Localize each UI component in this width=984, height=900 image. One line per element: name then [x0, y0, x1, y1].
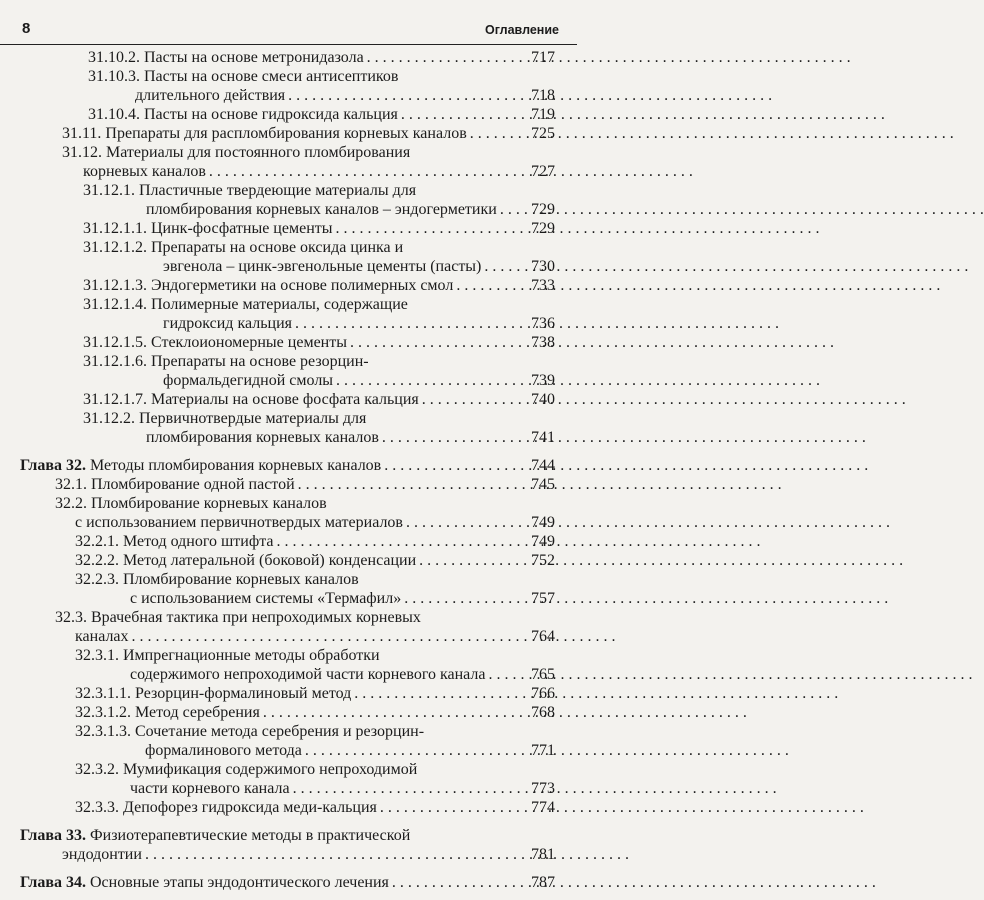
toc-entry[interactable]	[0, 551, 555, 570]
dot-leader	[467, 124, 527, 143]
page-ref: 736	[531, 315, 555, 332]
entry-title: 31.12.1.2. Препараты на основе оксида цинка и	[83, 239, 404, 256]
toc-entry[interactable]	[0, 703, 555, 722]
entry-title: 31.10.4. Пасты на основе гидроксида кальция	[88, 106, 398, 123]
toc-entry[interactable]	[0, 276, 555, 295]
page-ref: 766	[531, 685, 555, 702]
toc-entry[interactable]	[0, 352, 555, 390]
entry-title: 31.12.1.3. Эндогерметики на основе полимерных смол	[83, 277, 454, 294]
toc-entry[interactable]	[0, 475, 555, 494]
page-ref: 757	[531, 590, 555, 607]
toc-entry[interactable]	[0, 48, 555, 67]
dot-leader	[398, 105, 527, 124]
dot-leader	[142, 845, 527, 864]
dot-leader	[481, 257, 527, 276]
entry-title: 31.12.1. Пластичные твердеющие материалы для	[83, 182, 417, 199]
entry-title: Основные этапы эндодонтического лечения	[86, 874, 389, 891]
entry-title: 31.12.1.6. Препараты на основе резорцин-	[83, 353, 369, 370]
page-ref: 733	[531, 277, 555, 294]
toc-entry[interactable]	[0, 105, 555, 124]
chapter-label: Глава 34.	[20, 874, 86, 891]
page-ref: 744	[531, 457, 555, 474]
entry-title: 32.3.1.3. Сочетание метода серебрения и резорцин-	[75, 723, 425, 740]
chapter-gap	[0, 817, 577, 826]
dot-leader	[401, 589, 527, 608]
toc-entry[interactable]	[0, 570, 555, 608]
dot-leader	[497, 200, 527, 219]
dot-leader	[351, 684, 527, 703]
dot-leader	[419, 390, 527, 409]
dot-leader	[453, 276, 527, 295]
toc-entry[interactable]	[0, 684, 555, 703]
entry-title: 32.3.1.1. Резорцин-формалиновый метод	[75, 685, 352, 702]
entry-title-continuation: длительного действия	[135, 87, 286, 104]
toc-entry[interactable]	[0, 124, 555, 143]
entry-title: 32.1. Пломбирование одной пастой	[55, 476, 295, 493]
entry-title: 32.2.1. Метод одного штифта	[75, 533, 274, 550]
entry-title: 31.10.3. Пасты на основе смеси антисептиков	[88, 68, 399, 85]
entry-title: 31.12.1.1. Цинк-фосфатные цементы	[83, 220, 333, 237]
entry-title: 32.3.1.2. Метод серебрения	[75, 704, 260, 721]
entry-title: 31.12.1.7. Материалы на основе фосфата кальция	[83, 391, 419, 408]
page-ref: 745	[531, 476, 555, 493]
entry-title-continuation: каналах	[75, 628, 129, 645]
toc-entry[interactable]	[0, 238, 555, 276]
toc-entry[interactable]	[0, 333, 555, 352]
entry-title-continuation: формальдегидной смолы	[163, 372, 334, 389]
dot-leader	[260, 703, 527, 722]
dot-leader	[285, 86, 527, 105]
toc-chapter-entry[interactable]	[0, 873, 555, 892]
dot-leader	[403, 513, 527, 532]
toc-entry[interactable]	[0, 219, 555, 238]
chapter-gap	[0, 447, 577, 456]
page-ref: 718	[531, 87, 555, 104]
entry-title: 31.12.1.4. Полимерные материалы, содержащие	[83, 296, 408, 313]
toc-entry[interactable]	[0, 722, 555, 760]
dot-leader	[295, 475, 527, 494]
dot-leader	[333, 371, 527, 390]
entry-title-continuation: формалинового метода	[145, 742, 302, 759]
entry-title: 31.11. Препараты для распломбирования корневых каналов	[62, 125, 467, 142]
page-ref: 781	[531, 846, 555, 863]
entry-title-continuation: пломбирования корневых каналов	[146, 429, 379, 446]
page-ref: 717	[531, 49, 555, 66]
page-ref: 787	[531, 874, 555, 891]
entry-title-continuation: с использованием первичнотвердых материалов	[75, 514, 403, 531]
page-ref: 730	[531, 258, 555, 275]
page-ref: 740	[531, 391, 555, 408]
page-ref: 729	[531, 220, 555, 237]
toc-entry[interactable]	[0, 181, 555, 219]
page-ref: 752	[531, 552, 555, 569]
entry-title: 32.2.2. Метод латеральной (боковой) конденсации	[75, 552, 417, 569]
page-ref: 773	[531, 780, 555, 797]
dot-leader	[364, 48, 527, 67]
dot-leader	[347, 333, 527, 352]
dot-leader	[381, 456, 527, 475]
dot-leader	[333, 219, 528, 238]
entry-title: 31.12. Материалы для постоянного пломбирования	[62, 144, 411, 161]
dot-leader	[302, 741, 527, 760]
entry-title-continuation: содержимого непроходимой части корневого канала	[130, 666, 486, 683]
toc-entry[interactable]	[0, 760, 555, 798]
entry-title: 32.3.3. Депофорез гидроксида меди-кальция	[75, 799, 377, 816]
toc-entry[interactable]	[0, 67, 555, 105]
dot-leader	[274, 532, 527, 551]
page-ref: 741	[531, 429, 555, 446]
entry-title: 32.3.2. Мумификация содержимого непроходимой	[75, 761, 418, 778]
entry-title-continuation: эндодонтии	[62, 846, 142, 863]
entry-title-continuation: гидроксид кальция	[163, 315, 292, 332]
entry-title: 32.3.1. Импрегнационные методы обработки	[75, 647, 380, 664]
chapter-label: Глава 32.	[20, 457, 86, 474]
entry-title-continuation: части корневого канала	[130, 780, 290, 797]
entry-title: 31.12.1.5. Стеклоиономерные цементы	[83, 334, 347, 351]
page-ref: 749	[531, 514, 555, 531]
running-title: Оглавление	[485, 23, 559, 37]
entry-title: 31.10.2. Пасты на основе метронидазола	[88, 49, 364, 66]
toc-entry[interactable]	[0, 608, 555, 646]
toc-chapter-entry[interactable]	[0, 826, 555, 864]
entry-title: 32.3. Врачебная тактика при непроходимых корневых	[55, 609, 421, 626]
dot-leader	[292, 314, 527, 333]
toc-entry[interactable]	[0, 646, 555, 684]
entry-title: Методы пломбирования корневых каналов	[86, 457, 382, 474]
page-ref: 727	[531, 163, 555, 180]
page-ref: 764	[531, 628, 555, 645]
entry-title: 32.2. Пломбирование корневых каналов	[55, 495, 327, 512]
chapter-gap	[0, 864, 577, 873]
dot-leader	[206, 162, 527, 181]
toc-entry[interactable]	[0, 295, 555, 333]
chapter-label: Глава 33.	[20, 827, 86, 844]
page-ref: 738	[531, 334, 555, 351]
page-ref: 771	[531, 742, 555, 759]
dot-leader	[290, 779, 527, 798]
page-number: 8	[22, 20, 31, 37]
page-ref: 749	[531, 533, 555, 550]
entry-title: 31.12.2. Первичнотвердые материалы для	[83, 410, 367, 427]
entry-title: 32.2.3. Пломбирование корневых каналов	[75, 571, 359, 588]
toc-entry[interactable]	[0, 798, 555, 817]
table-of-contents	[0, 48, 577, 892]
page-ref: 768	[531, 704, 555, 721]
toc-entry[interactable]	[0, 143, 555, 181]
page-ref: 729	[531, 201, 555, 218]
dot-leader	[416, 551, 527, 570]
entry-title: Физиотерапевтические методы в практической	[86, 827, 411, 844]
entry-title-continuation: корневых каналов	[83, 163, 206, 180]
page-ref: 774	[531, 799, 555, 816]
toc-entry[interactable]	[0, 494, 555, 532]
dot-leader	[389, 873, 527, 892]
dot-leader	[377, 798, 527, 817]
entry-title-continuation: пломбирования корневых каналов – эндогерметики	[146, 201, 497, 218]
entry-title-continuation: эвгенола – цинк-эвгенольные цементы (пасты)	[163, 258, 482, 275]
dot-leader	[129, 627, 527, 646]
page-ref: 765	[531, 666, 555, 683]
page-header	[0, 18, 577, 45]
toc-entry[interactable]	[0, 409, 555, 447]
dot-leader	[379, 428, 527, 447]
toc-chapter-entry[interactable]	[0, 456, 555, 475]
page-ref: 739	[531, 372, 555, 389]
page-ref: 719	[531, 106, 555, 123]
dot-leader	[486, 665, 528, 684]
entry-title-continuation: с использованием системы «Термафил»	[130, 590, 402, 607]
toc-entry[interactable]	[0, 532, 555, 551]
toc-entry[interactable]	[0, 390, 555, 409]
page-ref: 725	[531, 125, 555, 142]
